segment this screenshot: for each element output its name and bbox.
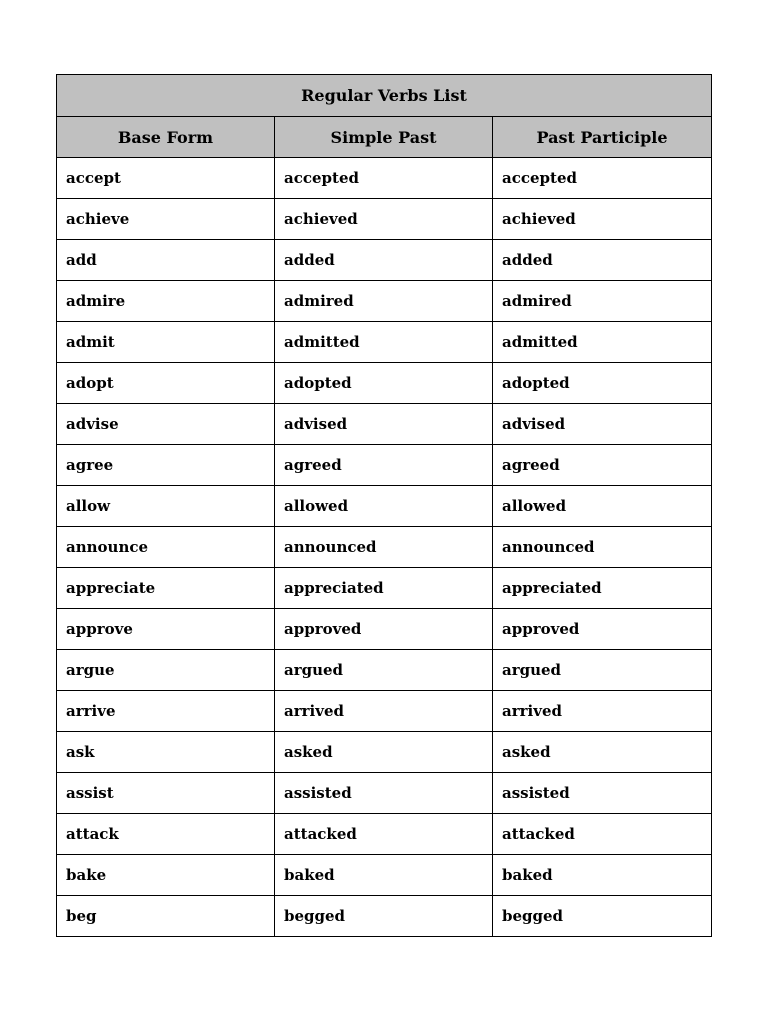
simple-past-cell: added xyxy=(275,240,493,281)
simple-past-cell: arrived xyxy=(275,691,493,732)
base-form-cell: ask xyxy=(57,732,275,773)
base-form-cell: accept xyxy=(57,158,275,199)
past-participle-cell: begged xyxy=(493,896,712,937)
table-row xyxy=(57,527,712,568)
column-header-simple-past: Simple Past xyxy=(275,117,493,158)
table-row xyxy=(57,568,712,609)
table-row xyxy=(57,691,712,732)
base-form-cell: beg xyxy=(57,896,275,937)
base-form-cell: argue xyxy=(57,650,275,691)
column-header-past-participle: Past Participle xyxy=(493,117,712,158)
base-form-cell: assist xyxy=(57,773,275,814)
base-form-cell: bake xyxy=(57,855,275,896)
simple-past-cell: begged xyxy=(275,896,493,937)
base-form-cell: add xyxy=(57,240,275,281)
base-form-cell: allow xyxy=(57,486,275,527)
past-participle-cell: adopted xyxy=(493,363,712,404)
simple-past-cell: allowed xyxy=(275,486,493,527)
base-form-cell: adopt xyxy=(57,363,275,404)
base-form-cell: admire xyxy=(57,281,275,322)
past-participle-cell: approved xyxy=(493,609,712,650)
base-form-cell: achieve xyxy=(57,199,275,240)
simple-past-cell: approved xyxy=(275,609,493,650)
past-participle-cell: attacked xyxy=(493,814,712,855)
simple-past-cell: admired xyxy=(275,281,493,322)
past-participle-cell: agreed xyxy=(493,445,712,486)
past-participle-cell: appreciated xyxy=(493,568,712,609)
table-row xyxy=(57,404,712,445)
base-form-cell: arrive xyxy=(57,691,275,732)
simple-past-cell: advised xyxy=(275,404,493,445)
simple-past-cell: achieved xyxy=(275,199,493,240)
past-participle-cell: allowed xyxy=(493,486,712,527)
table-row xyxy=(57,240,712,281)
base-form-cell: approve xyxy=(57,609,275,650)
table-body xyxy=(57,158,712,937)
table-row xyxy=(57,445,712,486)
past-participle-cell: achieved xyxy=(493,199,712,240)
simple-past-cell: accepted xyxy=(275,158,493,199)
simple-past-cell: assisted xyxy=(275,773,493,814)
past-participle-cell: asked xyxy=(493,732,712,773)
past-participle-cell: baked xyxy=(493,855,712,896)
simple-past-cell: announced xyxy=(275,527,493,568)
simple-past-cell: appreciated xyxy=(275,568,493,609)
table-row xyxy=(57,814,712,855)
simple-past-cell: argued xyxy=(275,650,493,691)
table-row xyxy=(57,773,712,814)
simple-past-cell: adopted xyxy=(275,363,493,404)
past-participle-cell: argued xyxy=(493,650,712,691)
table-row xyxy=(57,281,712,322)
table-row xyxy=(57,486,712,527)
table-row xyxy=(57,322,712,363)
table-row xyxy=(57,896,712,937)
simple-past-cell: asked xyxy=(275,732,493,773)
past-participle-cell: admired xyxy=(493,281,712,322)
base-form-cell: agree xyxy=(57,445,275,486)
past-participle-cell: admitted xyxy=(493,322,712,363)
table-row xyxy=(57,199,712,240)
base-form-cell: advise xyxy=(57,404,275,445)
table-title-row xyxy=(57,75,712,117)
table-row xyxy=(57,363,712,404)
table-row xyxy=(57,609,712,650)
simple-past-cell: admitted xyxy=(275,322,493,363)
table-row xyxy=(57,855,712,896)
base-form-cell: attack xyxy=(57,814,275,855)
regular-verbs-table xyxy=(56,74,712,937)
table-row xyxy=(57,650,712,691)
table-header-row xyxy=(57,117,712,158)
base-form-cell: announce xyxy=(57,527,275,568)
table-row xyxy=(57,732,712,773)
past-participle-cell: announced xyxy=(493,527,712,568)
past-participle-cell: added xyxy=(493,240,712,281)
past-participle-cell: assisted xyxy=(493,773,712,814)
past-participle-cell: accepted xyxy=(493,158,712,199)
table-title: Regular Verbs List xyxy=(57,75,712,117)
simple-past-cell: baked xyxy=(275,855,493,896)
column-header-base-form: Base Form xyxy=(57,117,275,158)
past-participle-cell: advised xyxy=(493,404,712,445)
simple-past-cell: agreed xyxy=(275,445,493,486)
past-participle-cell: arrived xyxy=(493,691,712,732)
simple-past-cell: attacked xyxy=(275,814,493,855)
base-form-cell: appreciate xyxy=(57,568,275,609)
table-row xyxy=(57,158,712,199)
base-form-cell: admit xyxy=(57,322,275,363)
